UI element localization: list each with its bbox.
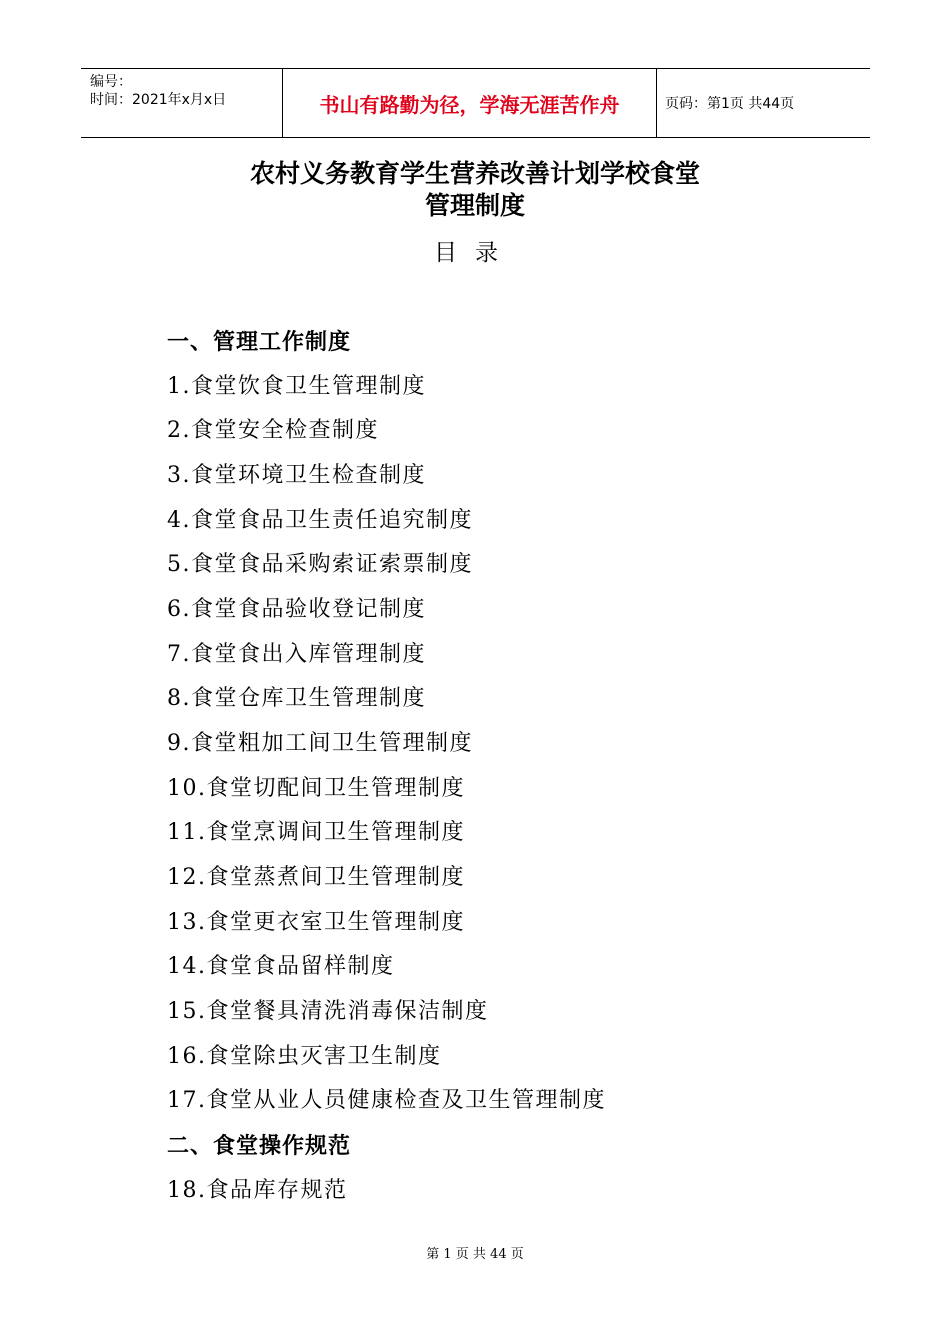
toc-item: 9.食堂粗加工间卫生管理制度 [167, 731, 473, 756]
toc-item: 1.食堂饮食卫生管理制度 [167, 374, 426, 399]
motto-text: 书山有路勤为径，学海无涯苦作舟 [319, 93, 620, 117]
toc-item: 8.食堂仓库卫生管理制度 [167, 686, 426, 711]
document-title-line2: 管理制度 [424, 191, 525, 220]
toc-item: 6.食堂食品验收登记制度 [167, 597, 426, 622]
toc-item: 11.食堂烹调间卫生管理制度 [167, 820, 465, 845]
toc-item: 10.食堂切配间卫生管理制度 [167, 776, 465, 801]
toc-item: 12.食堂蒸煮间卫生管理制度 [167, 865, 465, 890]
header-meta-cell [81, 69, 281, 137]
number-label: 编号： [90, 74, 132, 90]
toc-item: 4.食堂食品卫生责任追究制度 [167, 508, 473, 533]
toc-item: 5.食堂食品采购索证索票制度 [167, 552, 473, 577]
page-footer: 第 1 页 共 44 页 [426, 1247, 524, 1262]
header-page-cell [656, 69, 870, 137]
toc-item: 17.食堂从业人员健康检查及卫生管理制度 [167, 1088, 606, 1113]
toc-section-heading: 一、管理工作制度 [167, 329, 352, 355]
document-header [81, 68, 870, 138]
page-info: 页码：第1页 共44页 [665, 96, 795, 112]
time-label: 时间：2021年x月x日 [90, 92, 227, 108]
toc-heading: 目录 [434, 240, 516, 266]
toc-item: 15.食堂餐具清洗消毒保洁制度 [167, 999, 489, 1024]
toc-item: 16.食堂除虫灭害卫生制度 [167, 1044, 442, 1069]
toc-item: 3.食堂环境卫生检查制度 [167, 463, 426, 488]
toc-item: 2.食堂安全检查制度 [167, 418, 379, 443]
toc-item: 7.食堂食出入库管理制度 [167, 642, 426, 667]
toc-item: 14.食堂食品留样制度 [167, 954, 395, 979]
toc-item: 18.食品库存规范 [167, 1178, 348, 1203]
document-title-line1: 农村义务教育学生营养改善计划学校食堂 [249, 159, 700, 188]
toc-section-heading: 二、食堂操作规范 [167, 1133, 352, 1159]
toc-item: 13.食堂更衣室卫生管理制度 [167, 910, 465, 935]
header-motto-cell [282, 69, 657, 137]
